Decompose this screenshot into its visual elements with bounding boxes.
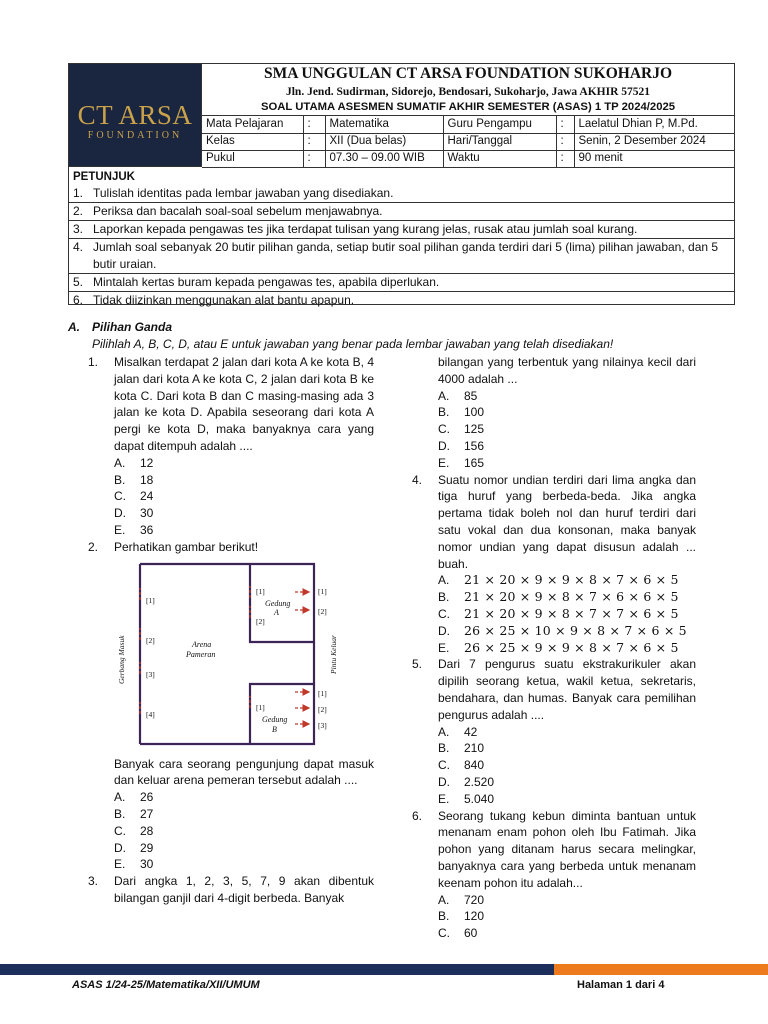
question-text: Dari 7 pengurus suatu ekstrakurikuler akan dipilih seorang ketua, wakil ketua, sekretaris, bendahara, dan humas. Banyak cara pemilihan pengurus adalah .... [438, 657, 696, 722]
answer-option [114, 823, 374, 840]
option-label: E. [438, 455, 450, 470]
option-text: 60 [464, 926, 478, 941]
answer-option [114, 806, 374, 823]
answer-options [438, 572, 696, 656]
option-label: C. [438, 606, 450, 621]
instruction-number: 2. [73, 204, 84, 218]
option-text: 26 [140, 790, 154, 805]
building-b-label: Gedung [262, 714, 288, 724]
answer-option [438, 388, 696, 405]
option-text: 29 [140, 840, 154, 855]
question-3-continued [412, 354, 696, 472]
question-number: 4. [412, 472, 423, 487]
option-text: 100 [464, 405, 485, 420]
info-colon: : [303, 150, 325, 167]
section-title [68, 320, 172, 334]
school-address: Jln. Jend. Sudirman, Sidorejo, Bendosari, Sukoharjo, Jawa AKHIR 57521 [285, 86, 651, 98]
option-label: A. [438, 724, 450, 739]
answer-option [114, 488, 374, 505]
school-logo [69, 64, 202, 167]
door-label: [2] [146, 635, 155, 645]
option-text: 28 [140, 823, 154, 838]
instruction-text: Periksa dan bacalah soal-soal sebelum menjawabnya. [93, 204, 383, 218]
left-column [88, 354, 374, 907]
option-label: B. [438, 741, 450, 756]
answer-option [438, 623, 696, 640]
info-label: Kelas [202, 133, 303, 150]
option-text: 12 [140, 455, 154, 470]
option-text: 165 [464, 455, 485, 470]
option-label: C. [114, 823, 126, 838]
option-label: E. [438, 640, 450, 655]
document-code: ASAS 1/24-25/Matematika/XII/UMUM [72, 979, 260, 991]
instruction-number: 3. [73, 222, 84, 236]
exit-door-label: Pintu Keluar [329, 634, 338, 674]
arena-pameran-diagram [110, 560, 342, 750]
door-label: [3] [146, 669, 155, 679]
question-number: 2. [88, 539, 99, 554]
door-label: [1] [146, 595, 155, 605]
section-name: Pilihan Ganda [92, 320, 173, 334]
info-colon: : [556, 150, 574, 167]
option-label: D. [438, 438, 450, 453]
option-text: 5.040 [464, 791, 495, 806]
info-row [202, 116, 734, 133]
door-label: [1] [318, 688, 327, 698]
option-text: 210 [464, 741, 485, 756]
question-text: bilangan yang terbentuk yang nilainya kecil dari 4000 adalah ... [438, 355, 696, 386]
answer-option [114, 455, 374, 472]
info-label: Pukul [202, 150, 303, 167]
answer-option [114, 505, 374, 522]
option-label: E. [114, 522, 126, 537]
info-colon: : [556, 116, 574, 133]
question-text: Seorang tukang kebun diminta bantuan untuk menanam enam pohon oleh Ibu Fatimah. Jika pohon yang ditanam harus secara melingkar, banyaknya cara yang berbeda untuk menanam keenam pohon itu adalah... [438, 808, 696, 890]
option-label: C. [114, 489, 126, 504]
question-text: Suatu nomor undian terdiri dari lima angka dan tiga huruf yang berbeda-beda. Jika angka pertama tidak boleh nol dan huruf terdiri dari satu vokal dan dua konsonan, maka banyak nomor undian yang dapat disusun adalah ... buah. [438, 472, 696, 571]
instruction-text: Jumlah soal sebanyak 20 butir pilihan ganda, setiap butir soal pilihan ganda terdiri dari 5 (lima) pilihan jawaban, dan 5 butir uraian. [93, 240, 719, 271]
door-label: [2] [256, 616, 265, 626]
info-label: Waktu [443, 150, 556, 167]
exam-info-table [202, 116, 734, 168]
question-number: 1. [88, 355, 99, 369]
question-1 [88, 354, 374, 539]
info-value: Laelatul Dhian P, M.Pd. [574, 116, 734, 133]
option-label: A. [438, 573, 450, 588]
answer-option [438, 421, 696, 438]
option-label: C. [438, 926, 450, 941]
entrance-gate-label: Gerbang Masuk [117, 635, 126, 684]
instruction-item [69, 239, 734, 274]
instruction-item [69, 221, 734, 239]
answer-option [438, 438, 696, 455]
option-text: 21 × 20 × 9 × 8 × 7 × 7 × 6 × 5 [464, 605, 679, 621]
instruction-number: 1. [73, 186, 84, 200]
logo-sub-text: FOUNDATION [87, 130, 183, 141]
question-2 [88, 539, 374, 873]
option-label: A. [438, 892, 450, 907]
info-label: Mata Pelajaran [202, 116, 303, 133]
answer-options [438, 892, 696, 942]
section-label: A. [68, 320, 80, 334]
option-text: 21 × 20 × 9 × 8 × 7 × 6 × 6 × 5 [464, 589, 679, 605]
option-label: D. [438, 774, 450, 789]
answer-option [114, 856, 374, 873]
answer-option [438, 724, 696, 741]
question-number: 3. [88, 874, 99, 889]
answer-options [114, 455, 374, 539]
option-label: D. [114, 840, 126, 855]
option-label: C. [438, 422, 450, 437]
instruction-text: Tidak diizinkan menggunakan alat bantu apapun. [93, 293, 355, 307]
option-label: B. [114, 806, 126, 821]
footer-bar-blue [0, 964, 554, 975]
instruction-item [69, 292, 734, 309]
option-text: 27 [140, 806, 154, 821]
instruction-text: Tulislah identitas pada lembar jawaban yang disediakan. [93, 186, 394, 200]
answer-option [114, 789, 374, 806]
answer-option [438, 791, 696, 808]
info-value: Matematika [325, 116, 443, 133]
info-value: XII (Dua belas) [325, 133, 443, 150]
answer-options [114, 789, 374, 873]
instruction-text: Laporkan kepada pengawas tes jika terdapat tulisan yang kurang jelas, rusak atau jumlah soal kurang. [93, 222, 638, 236]
instruction-item [69, 185, 734, 203]
option-text: 840 [464, 758, 485, 773]
answer-option [114, 840, 374, 857]
right-column [412, 354, 696, 942]
info-row [202, 133, 734, 150]
door-label: [2] [318, 704, 327, 714]
answer-option [438, 774, 696, 791]
info-label: Guru Pengampu [443, 116, 556, 133]
school-name: SMA UNGGULAN CT ARSA FOUNDATION SUKOHARJO [263, 65, 673, 82]
section-instruction: Pilihlah A, B, C, D, atau E untuk jawaban yang benar pada lembar jawaban yang telah disediakan! [92, 337, 614, 351]
building-a-letter: A [274, 607, 279, 617]
building-b-letter: B [272, 724, 277, 734]
question-number: 6. [412, 808, 423, 823]
building-a-label: Gedung [265, 598, 291, 608]
option-text: 26 × 25 × 9 × 9 × 8 × 7 × 6 × 5 [464, 639, 679, 655]
instruction-item [69, 203, 734, 221]
answer-option [438, 572, 696, 589]
option-text: 24 [140, 489, 154, 504]
exam-title: SOAL UTAMA ASESMEN SUMATIF AKHIR SEMESTER (ASAS) 1 TP 2024/2025 [202, 100, 734, 116]
instruction-item [69, 274, 734, 292]
arena-label: Pameran [186, 649, 216, 659]
exam-header [68, 63, 735, 305]
answer-option [438, 606, 696, 623]
door-label: [3] [318, 720, 327, 730]
question-4 [412, 472, 696, 657]
option-text: 156 [464, 438, 485, 453]
arena-label: Arena [192, 639, 212, 649]
info-row [202, 150, 734, 167]
door-label: [2] [318, 606, 327, 616]
instructions-box [69, 167, 734, 309]
option-label: A. [114, 790, 126, 805]
option-text: 26 × 25 × 10 × 9 × 8 × 7 × 6 × 5 [464, 622, 687, 638]
option-text: 18 [140, 472, 154, 487]
answer-option [438, 455, 696, 472]
question-text: Dari angka 1, 2, 3, 5, 7, 9 akan dibentuk bilangan ganjil dari 4-digit berbeda. Banyak [114, 874, 374, 905]
option-label: A. [438, 388, 450, 403]
option-label: C. [438, 758, 450, 773]
answer-option [438, 925, 696, 942]
answer-option [114, 522, 374, 539]
question-text: Banyak cara seorang pengunjung dapat masuk dan keluar arena pemeran tersebut adalah .... [114, 756, 374, 788]
answer-option [438, 404, 696, 421]
info-colon: : [556, 133, 574, 150]
option-label: B. [438, 909, 450, 924]
option-text: 42 [464, 724, 478, 739]
door-label: [1] [256, 586, 265, 596]
option-text: 85 [464, 388, 478, 403]
instruction-number: 4. [73, 240, 84, 254]
answer-options [438, 388, 696, 472]
question-text: Perhatikan gambar berikut! [114, 539, 259, 554]
door-label: [1] [318, 586, 327, 596]
option-label: B. [438, 405, 450, 420]
option-label: D. [438, 623, 450, 638]
question-6 [412, 808, 696, 942]
option-text: 720 [464, 892, 485, 907]
info-colon: : [303, 116, 325, 133]
door-label: [1] [256, 702, 265, 712]
option-label: E. [438, 791, 450, 806]
answer-option [438, 640, 696, 657]
option-text: 30 [140, 857, 154, 872]
question-text: Misalkan terdapat 2 jalan dari kota A ke kota B, 4 jalan dari kota A ke kota C, 2 jalan dari kota B ke kota C. Dari kota B dan C masing-masing ada 3 jalan ke kota D. Apabila seseorang dari kota A pergi ke kota D, maka banyaknya cara yang dapat ditempuh adalah .... [114, 355, 374, 453]
answer-option [438, 589, 696, 606]
option-text: 36 [140, 522, 154, 537]
option-label: B. [438, 590, 450, 605]
instruction-number: 5. [73, 275, 84, 289]
option-text: 120 [464, 909, 485, 924]
option-text: 125 [464, 422, 485, 437]
logo-main-text: CT ARSA [77, 100, 193, 130]
answer-option [438, 757, 696, 774]
door-label: [4] [146, 709, 155, 719]
info-label: Hari/Tanggal [443, 133, 556, 150]
option-text: 2.520 [464, 774, 495, 789]
info-value: Senin, 2 Desember 2024 [574, 133, 734, 150]
option-text: 21 × 20 × 9 × 9 × 8 × 7 × 6 × 5 [464, 572, 679, 588]
info-value: 90 menit [574, 150, 734, 167]
option-label: D. [114, 506, 126, 521]
footer-bar-orange [554, 964, 768, 975]
option-label: E. [114, 857, 126, 872]
answer-option [438, 740, 696, 757]
option-text: 30 [140, 506, 154, 521]
answer-option [438, 908, 696, 925]
answer-options [438, 724, 696, 808]
info-value: 07.30 – 09.00 WIB [325, 150, 443, 167]
instruction-number: 6. [73, 293, 84, 307]
answer-option [114, 472, 374, 489]
option-label: B. [114, 472, 126, 487]
question-number: 5. [412, 657, 423, 672]
instructions-title: PETUNJUK [73, 171, 135, 183]
instruction-text: Mintalah kertas buram kepada pengawas tes, apabila diperlukan. [93, 275, 440, 289]
page-number: Halaman 1 dari 4 [577, 979, 665, 991]
question-3 [88, 873, 374, 907]
option-label: A. [114, 455, 126, 470]
question-5 [412, 656, 696, 807]
info-colon: : [303, 133, 325, 150]
answer-option [438, 892, 696, 909]
